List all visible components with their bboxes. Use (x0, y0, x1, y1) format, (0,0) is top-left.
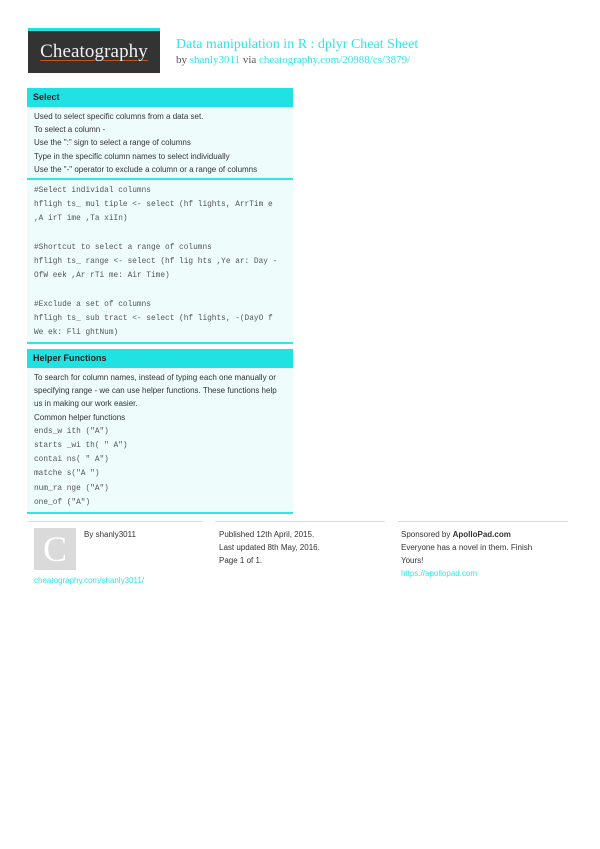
prose-line: Type in the specific column names to select individually (34, 151, 230, 161)
code-line: ends_w ith ("A") (34, 427, 109, 436)
code-block (27, 180, 293, 342)
cheatography-logo[interactable] (28, 28, 160, 73)
prose-line: Use the ":" sign to select a range of columns (34, 138, 191, 148)
published-date: Published 12th April, 2015. (219, 530, 315, 539)
code-block (27, 425, 293, 512)
code-line: We ek: Fli ghtNum) (34, 329, 119, 338)
footer-author (84, 528, 136, 541)
prose-line: Used to select specific columns from a data set. (34, 112, 204, 121)
title-block (176, 37, 418, 67)
code-line: num_ra nge ("A") (34, 484, 109, 493)
section-prose (27, 368, 293, 425)
code-line: starts _wi th( " A") (34, 442, 128, 451)
footer-author-link[interactable]: shanly3011 (95, 530, 136, 539)
code-line (34, 227, 286, 241)
code-line: hfligh ts_ mul tiple <- select (hf lights, ArrTim e (34, 201, 273, 210)
prose-line: us in making our work easier. (34, 399, 138, 409)
code-line: matche s("A ") (34, 470, 100, 479)
code-line (34, 283, 286, 297)
sponsor-text: Everyone has a novel in them. Finish (401, 543, 533, 552)
author-link[interactable]: shanly3011 (189, 54, 241, 66)
code-line: one_of ("A") (34, 498, 91, 507)
section-helper-functions (27, 349, 293, 514)
sponsored-label: Sponsored by (401, 530, 451, 539)
code-line: ,A irT ime ,Ta xiIn) (34, 215, 128, 224)
prose-line: specifying range - we can use helper functions. These functions help (34, 386, 277, 396)
sheet-url-link[interactable]: cheatography.com/20988/cs/3879/ (259, 54, 411, 66)
prose-line: Common helper functions (34, 412, 126, 422)
page-title: Data manipulation in R : dplyr Cheat Sheet (176, 37, 419, 52)
prose-line: Use the "-" operator to exclude a column or a range of columns (34, 164, 258, 174)
code-line: hfligh ts_ sub tract <- select (hf lights, -(DayO f (34, 314, 273, 323)
code-line: #Exclude a set of columns (34, 300, 151, 309)
footer-divider (215, 521, 385, 522)
footer-divider (398, 521, 568, 522)
section-header: Helper Functions (27, 349, 293, 368)
code-line: contai ns( " A") (34, 456, 109, 465)
author-avatar[interactable]: C (34, 528, 76, 570)
code-line: #Select individal columns (34, 187, 151, 196)
sponsor-link[interactable]: https://apollopad.com (401, 569, 478, 578)
logo-text: Cheatography (40, 41, 148, 62)
section-header: Select (27, 88, 293, 107)
prose-line: To search for column names, instead of typing each one manually or (34, 373, 276, 382)
sponsor-line (401, 528, 511, 541)
byline (176, 53, 418, 67)
sponsor-text: Yours! (401, 556, 424, 565)
prose-line: To select a column - (34, 125, 106, 135)
code-line: OfW eek ,Ar rTi me: Air Time) (34, 272, 170, 281)
by-label: By (84, 530, 94, 539)
author-profile-link[interactable]: cheatography.com/shanly3011/ (34, 576, 144, 585)
footer-divider (28, 521, 203, 522)
sponsor-name: ApolloPad.com (452, 530, 511, 539)
page-count: Page 1 of 1. (219, 556, 263, 565)
by-label: by (176, 54, 187, 66)
via-label: via (242, 54, 257, 66)
section-select (27, 88, 293, 344)
code-line: hfligh ts_ range <- select (hf lig hts ,Ye ar: Day - (34, 258, 278, 267)
code-line: #Shortcut to select a range of columns (34, 243, 212, 252)
section-prose (27, 107, 293, 177)
updated-date: Last updated 8th May, 2016. (219, 543, 320, 552)
